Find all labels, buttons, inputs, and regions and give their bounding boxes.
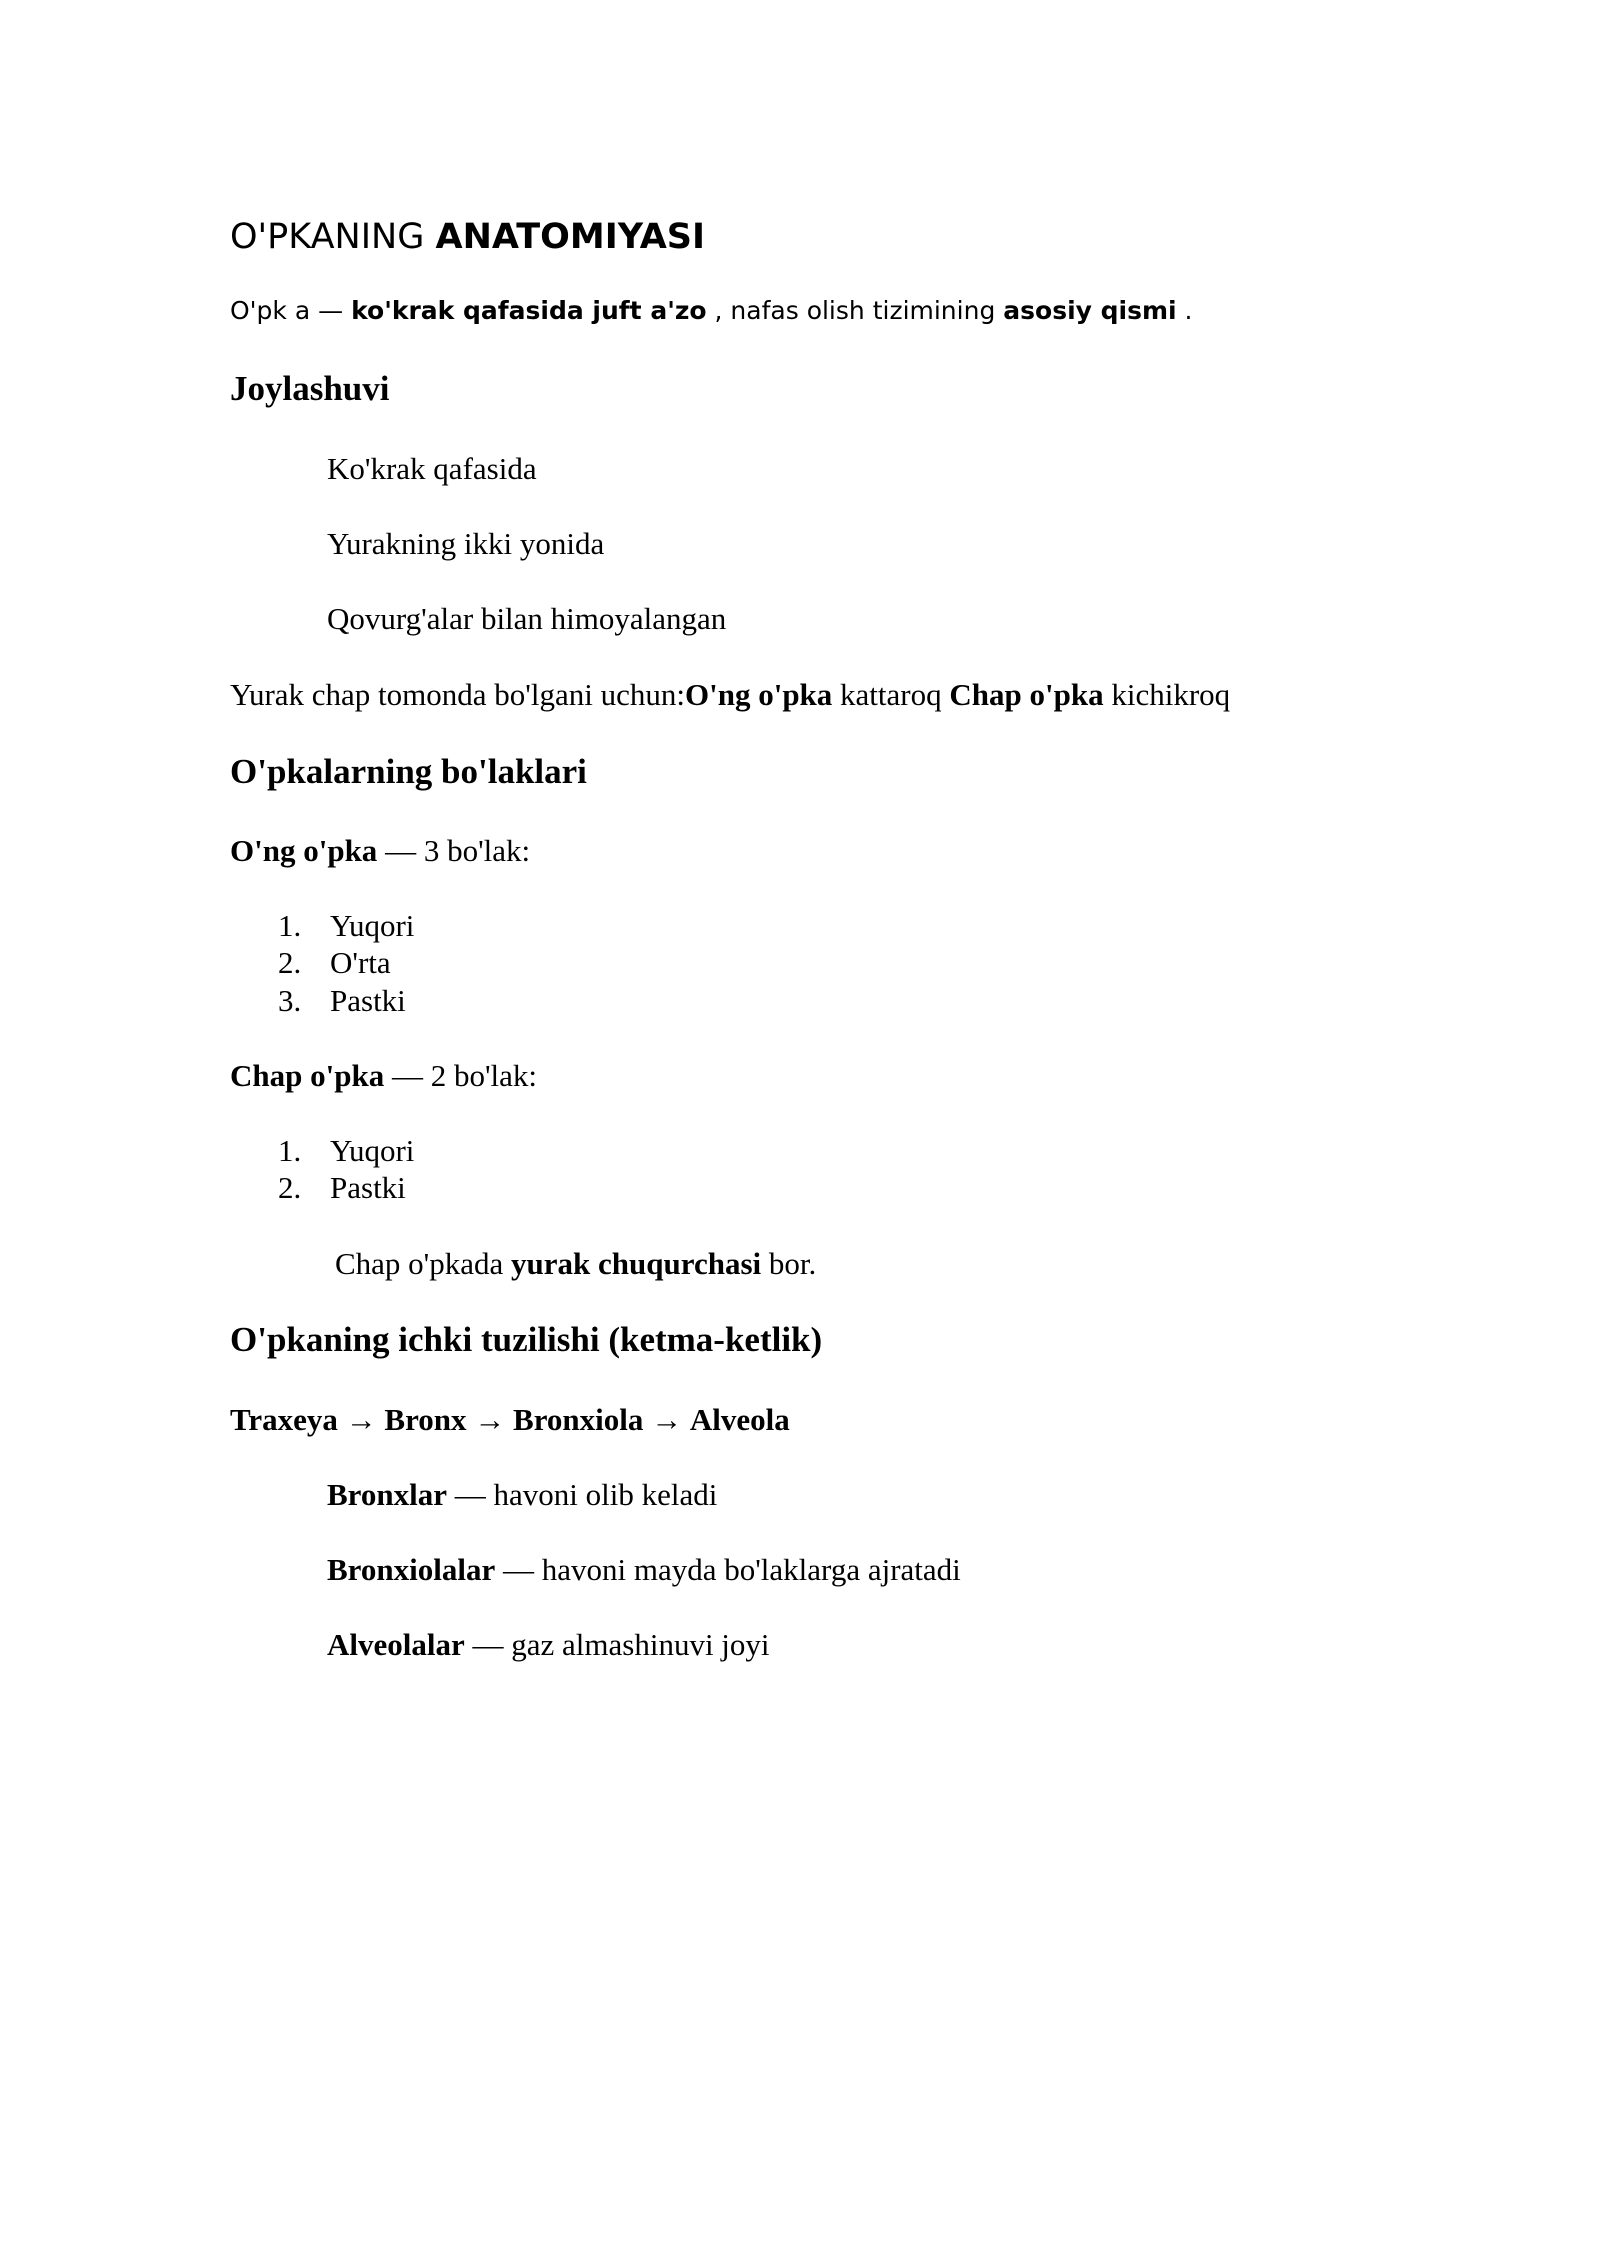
location-item: Yurakning ikki yonida: [327, 526, 605, 561]
list-item: 1. Yuqori: [278, 908, 415, 943]
list-item: 1. Yuqori: [278, 1133, 415, 1168]
definition-item: Bronxiolalar — havoni mayda bo'laklarga ajratadi: [327, 1552, 961, 1587]
location-item: Ko'krak qafasida: [327, 451, 537, 486]
lobes-heading: O'pkalarning bo'laklari: [230, 752, 587, 791]
list-item: 3. Pastki: [278, 983, 406, 1018]
definition-item: Bronxlar — havoni olib keladi: [327, 1477, 718, 1512]
left-lung-label: Chap o'pka — 2 bo'lak:: [230, 1058, 538, 1093]
list-item: 2. Pastki: [278, 1170, 406, 1205]
location-note: Yurak chap tomonda bo'lgani uchun:O'ng o'pka kattaroq Chap o'pka kichikroq: [230, 677, 1231, 712]
intro-paragraph: O'pk a — ko'krak qafasida juft a'zo , nafas olish tizimining asosiy qismi .: [230, 296, 1193, 325]
right-lung-label: O'ng o'pka — 3 bo'lak:: [230, 833, 531, 868]
structure-sequence: Traxeya → Bronx → Bronxiola → Alveola: [230, 1402, 790, 1437]
location-heading: Joylashuvi: [230, 369, 390, 408]
lobes-note: Chap o'pkada yurak chuqurchasi bor.: [335, 1246, 817, 1281]
list-item: 2. O'rta: [278, 945, 391, 980]
definition-item: Alveolalar — gaz almashinuvi joyi: [327, 1627, 770, 1662]
structure-heading: O'pkaning ichki tuzilishi (ketma-ketlik): [230, 1320, 823, 1359]
document-title: O'PKANING ANATOMIYASI: [230, 217, 706, 257]
location-item: Qovurg'alar bilan himoyalangan: [327, 601, 727, 636]
